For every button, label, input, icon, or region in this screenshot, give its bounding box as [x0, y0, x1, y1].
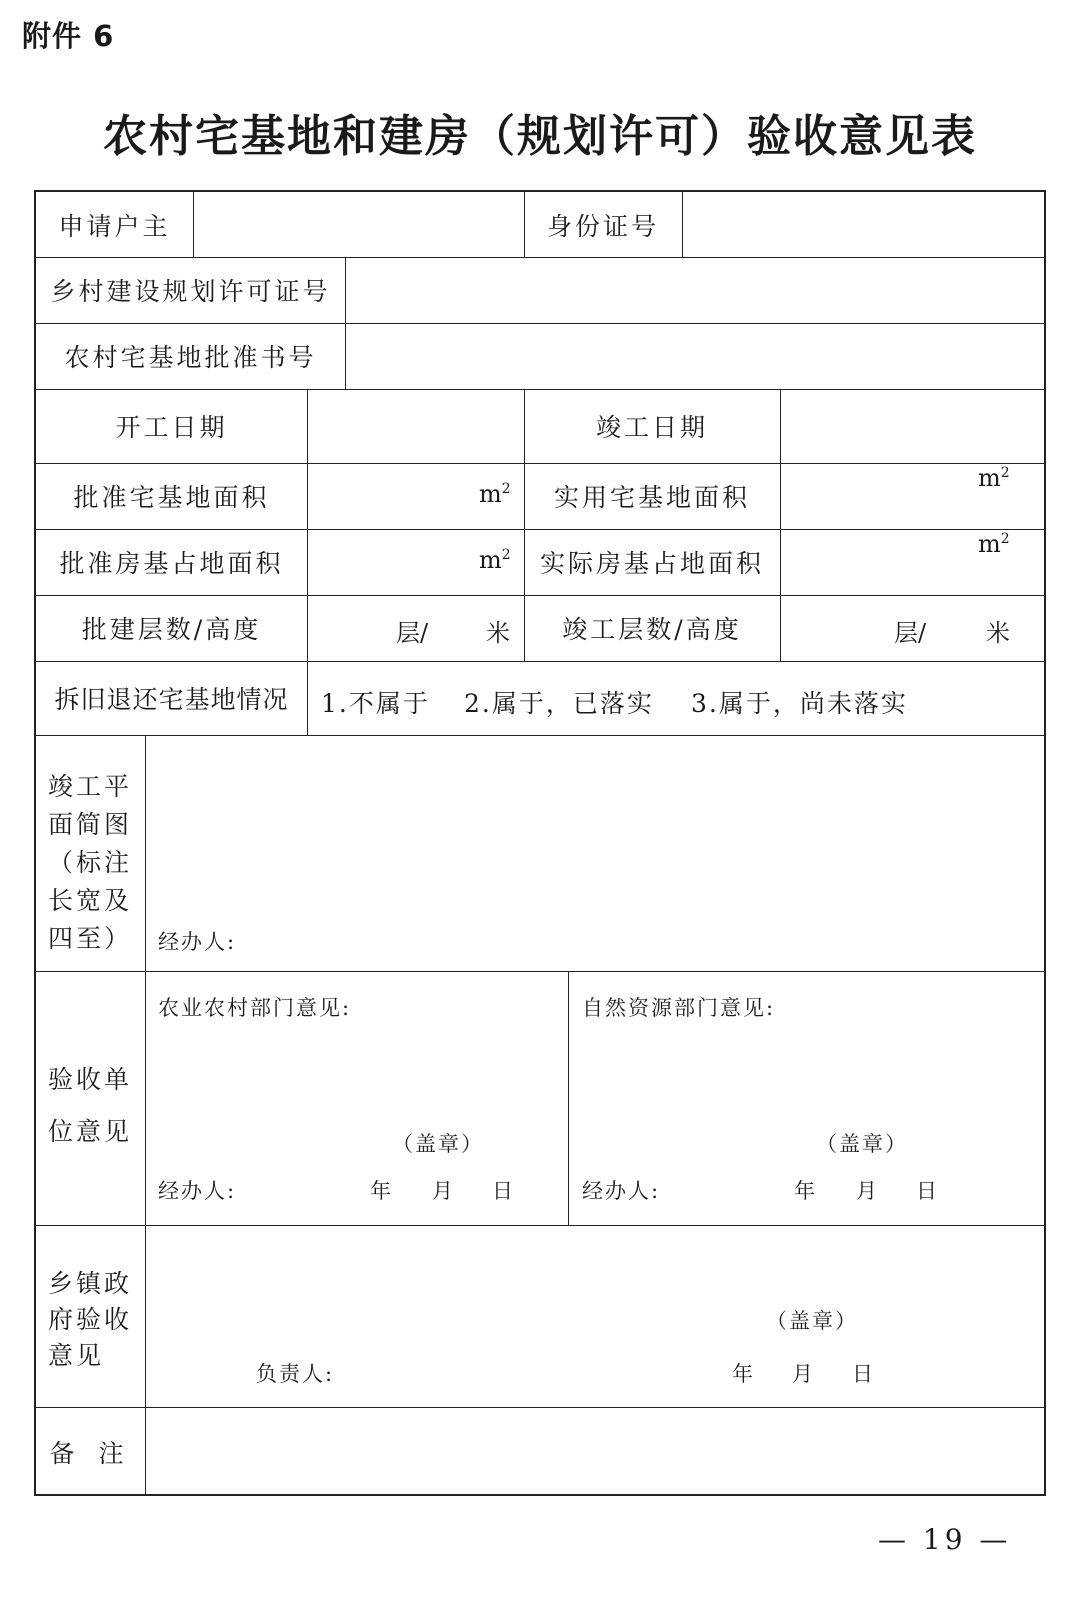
demolition-option-2[interactable]: 2.属于，已落实 [464, 689, 654, 718]
demolition-label: 拆旧退还宅基地情况 [54, 685, 289, 714]
agri-seal: （盖章） [392, 1132, 484, 1156]
id-number-label: 身份证号 [546, 211, 659, 241]
natural-res-label: 自然资源部门意见: [582, 996, 776, 1020]
height-unit: 米 [986, 619, 1010, 647]
area-unit: $m^2$ [479, 480, 511, 508]
township-month: 月 [792, 1362, 815, 1386]
start-date-field[interactable] [307, 389, 524, 463]
area-unit: $m^2$ [978, 530, 1010, 558]
sketch-handler-label: 经办人: [158, 930, 237, 954]
approval-doc-label: 农村宅基地批准书号 [64, 343, 317, 372]
remarks-field[interactable] [145, 1407, 1044, 1496]
height-unit: 米 [486, 619, 510, 647]
id-number-field[interactable] [682, 192, 1044, 257]
township-seal: （盖章） [766, 1309, 858, 1333]
remarks-label: 备 注 [49, 1438, 132, 1468]
agri-handler-label: 经办人: [158, 1179, 237, 1203]
applicant-field[interactable] [193, 192, 524, 257]
page-number: — 19 — [878, 1523, 1012, 1556]
natural-res-month: 月 [856, 1179, 879, 1203]
demolition-option-1[interactable]: 1.不属于 [321, 689, 430, 718]
area-unit: $m^2$ [479, 546, 511, 574]
actual-footprint-label: 实际房基占地面积 [539, 549, 764, 578]
approved-floors-label: 批建层数/高度 [81, 615, 262, 644]
finished-floors-label: 竣工层数/高度 [562, 615, 742, 644]
approved-footprint-label: 批准房基占地面积 [59, 549, 284, 578]
floor-unit: 层/ [894, 619, 927, 647]
agri-year: 年 [370, 1179, 393, 1203]
start-date-label: 开工日期 [115, 413, 228, 442]
agri-day: 日 [492, 1179, 515, 1203]
township-day: 日 [852, 1362, 875, 1386]
planning-permit-label: 乡村建设规划许可证号 [50, 277, 331, 306]
responsible-label: 负责人: [256, 1362, 335, 1386]
natural-res-day: 日 [916, 1179, 939, 1203]
finish-date-label: 竣工日期 [595, 413, 708, 442]
natural-res-seal: （盖章） [816, 1132, 908, 1156]
applicant-label: 申请户主 [58, 211, 171, 241]
sketch-label: 竣工平面简图（标注长宽及四至） [48, 772, 133, 953]
floor-unit: 层/ [396, 619, 429, 647]
township-year: 年 [732, 1362, 755, 1386]
demolition-option-3[interactable]: 3.属于，尚未落实 [691, 689, 908, 718]
agri-month: 月 [432, 1179, 455, 1203]
acceptance-form [34, 190, 1046, 1496]
attachment-label: 附件 6 [22, 19, 115, 53]
sketch-area[interactable] [145, 735, 1044, 971]
finish-date-field[interactable] [780, 389, 1044, 463]
township-label: 乡镇政府验收意见 [48, 1269, 133, 1370]
inspection-label: 验收单位意见 [48, 1065, 133, 1146]
page-title: 农村宅基地和建房（规划许可）验收意见表 [103, 111, 977, 162]
agri-dept-label: 农业农村部门意见: [158, 996, 352, 1020]
approved-site-area-label: 批准宅基地面积 [73, 483, 270, 512]
planning-permit-field[interactable] [345, 257, 1044, 323]
actual-site-area-label: 实用宅基地面积 [553, 483, 750, 512]
area-unit: $m^2$ [978, 464, 1010, 492]
natural-res-year: 年 [794, 1179, 817, 1203]
approval-doc-field[interactable] [345, 323, 1044, 389]
natural-res-handler-label: 经办人: [582, 1179, 661, 1203]
